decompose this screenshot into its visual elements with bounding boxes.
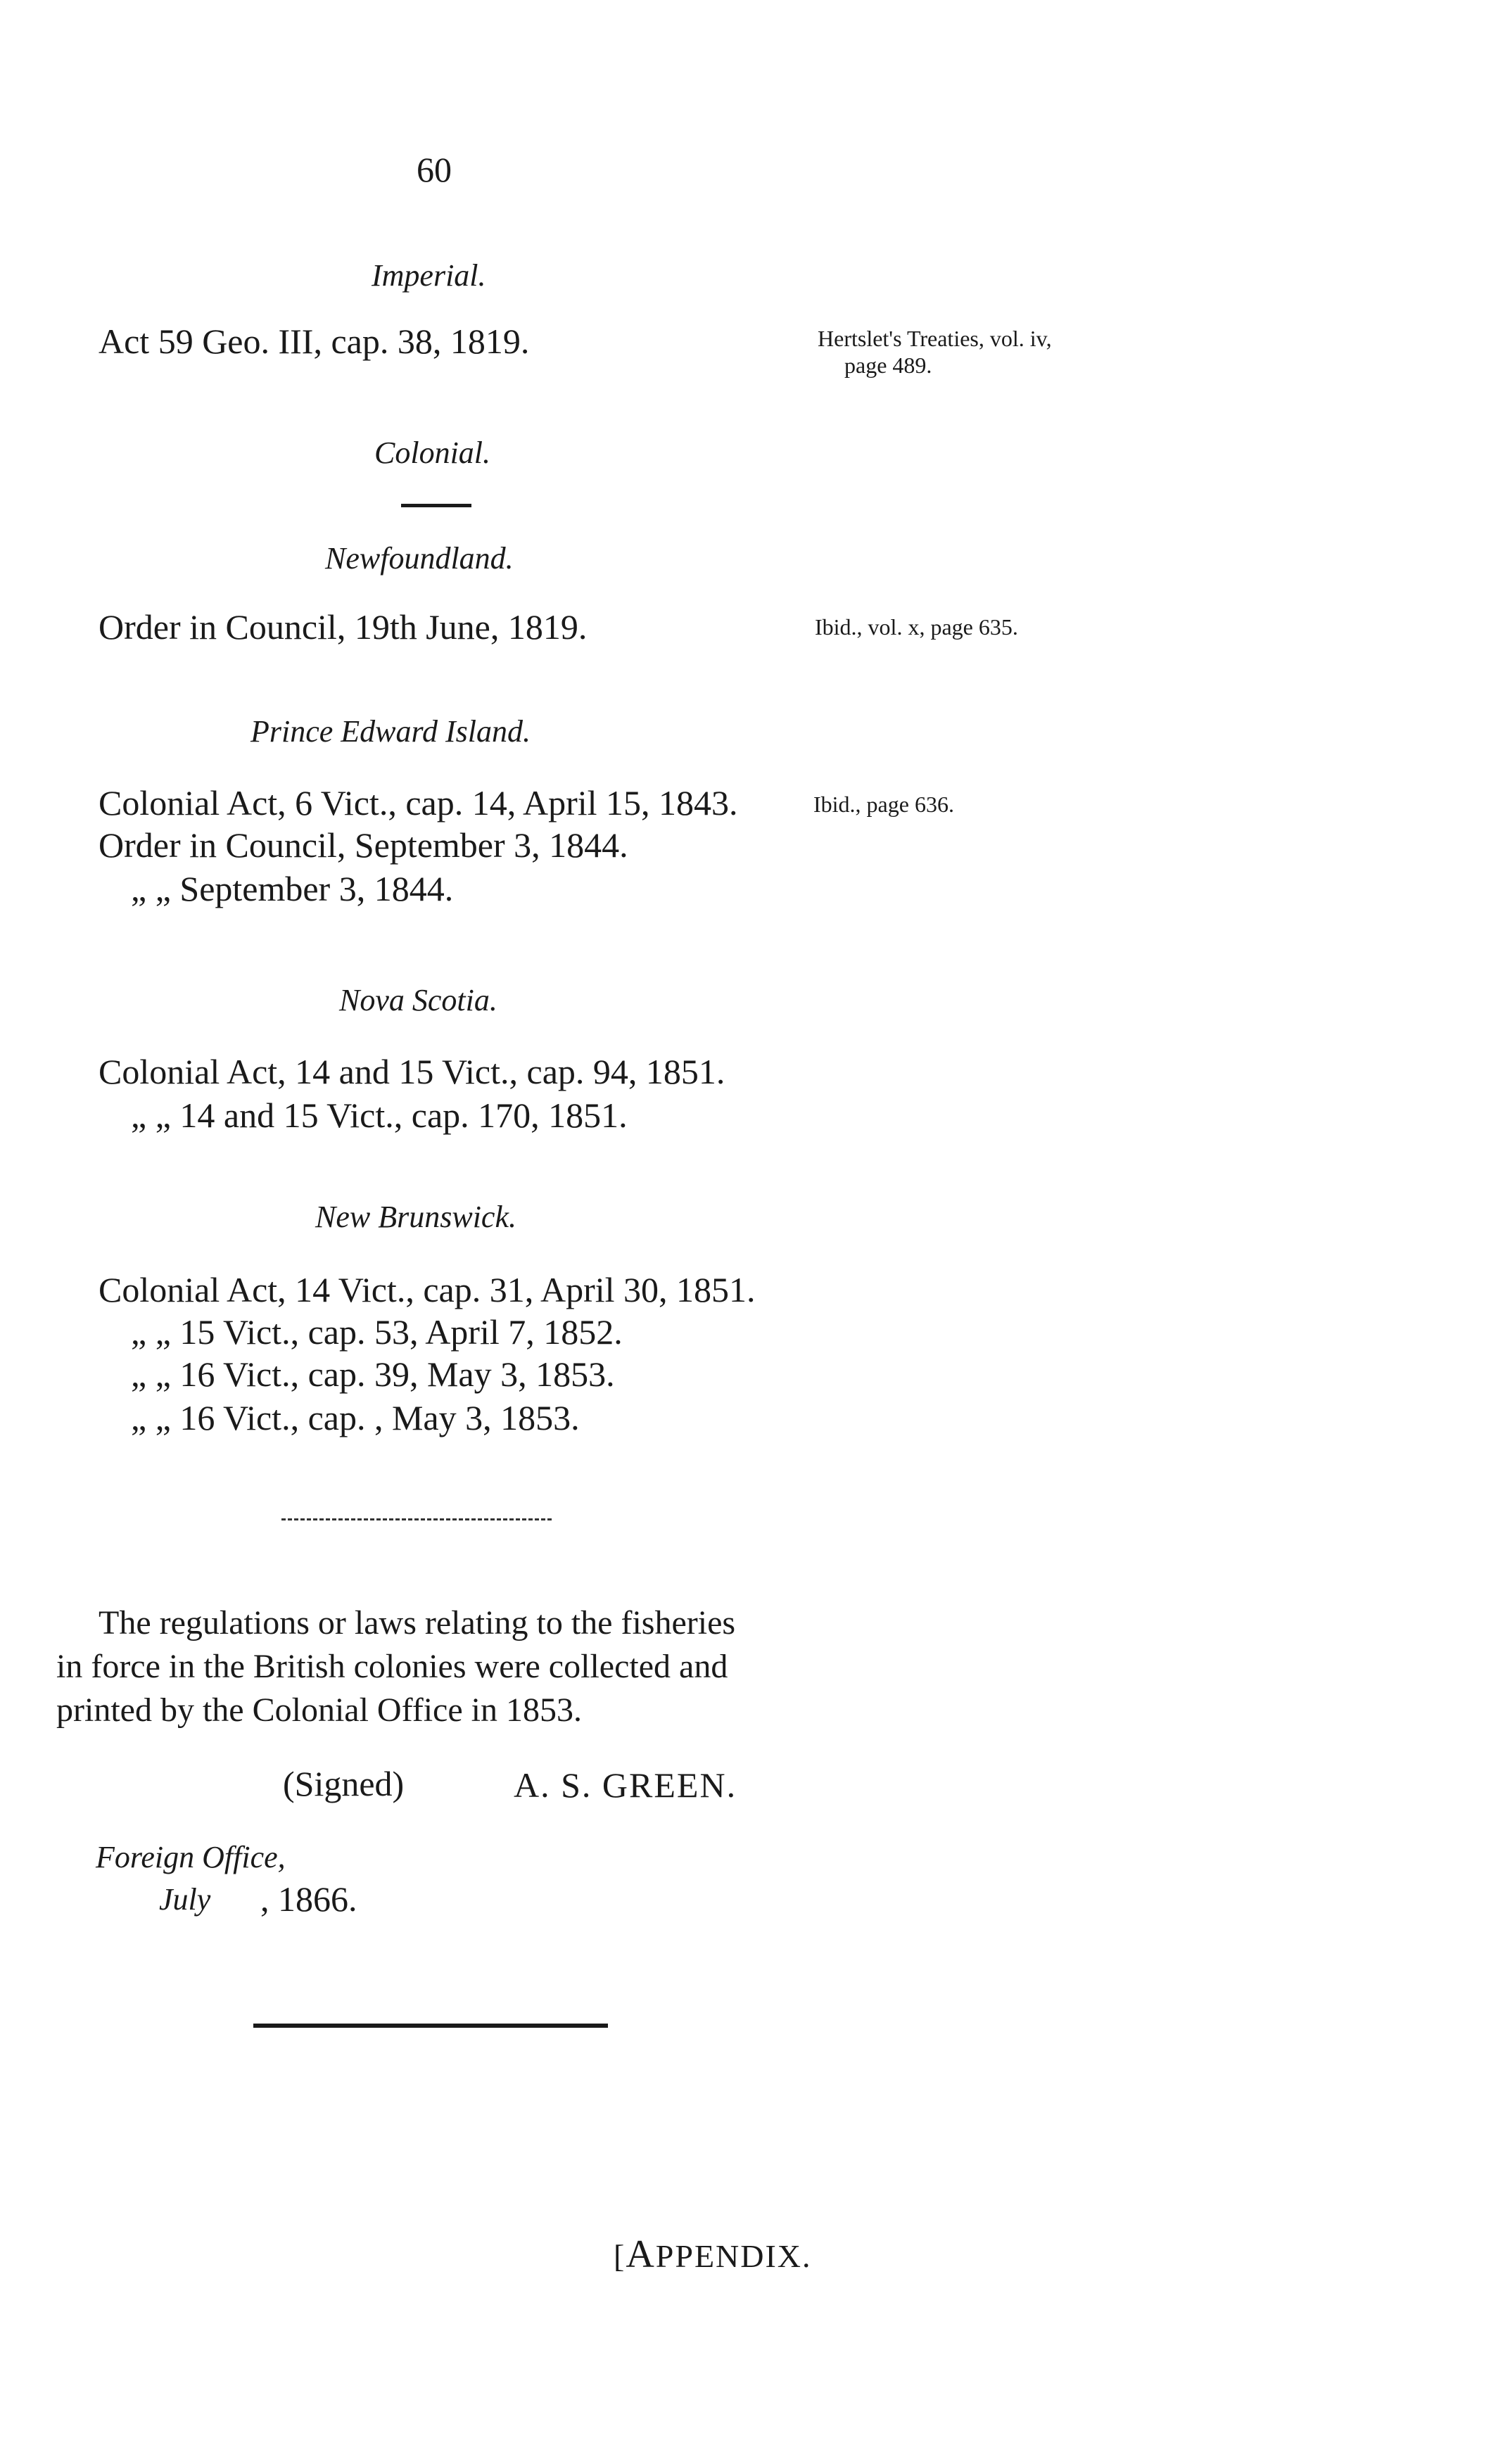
catchword-rest: PPENDIX. <box>655 2238 812 2274</box>
dashed-rule <box>281 1518 552 1520</box>
page-number: 60 <box>417 150 452 189</box>
heading-colonial: Colonial. <box>374 436 491 470</box>
imperial-act: Act 59 Geo. III, cap. 38, 1819. <box>99 322 530 361</box>
pei-ref: Ibid., page 636. <box>813 792 954 817</box>
new-brunswick-line-1: Colonial Act, 14 Vict., cap. 31, April 30, 1851. <box>99 1270 756 1309</box>
heading-newfoundland: Newfoundland. <box>325 541 514 576</box>
paragraph-line-2: in force in the British colonies were collected and <box>56 1648 728 1685</box>
date-year: , 1866. <box>260 1879 357 1919</box>
pei-line-3: „ „ September 3, 1844. <box>131 869 454 908</box>
pei-line-1: Colonial Act, 6 Vict., cap. 14, April 15, 1843. <box>99 783 738 823</box>
heading-prince-edward-island: Prince Edward Island. <box>250 714 531 749</box>
catchword-bracket: [ <box>614 2238 626 2274</box>
signatory-name: A. S. GREEN. <box>514 1765 737 1805</box>
foreign-office: Foreign Office, <box>96 1840 286 1874</box>
catchword <box>614 2232 812 2277</box>
nova-scotia-line-2: „ „ 14 and 15 Vict., cap. 170, 1851. <box>131 1096 628 1135</box>
paragraph-line-1: The regulations or laws relating to the fisheries <box>99 1604 736 1641</box>
nova-scotia-line-1: Colonial Act, 14 and 15 Vict., cap. 94, 1851. <box>99 1052 725 1091</box>
heading-nova-scotia: Nova Scotia. <box>339 983 497 1017</box>
imperial-ref-line2: page 489. <box>844 353 932 378</box>
newfoundland-ref: Ibid., vol. x, page 635. <box>815 614 1018 640</box>
closing-rule <box>253 2024 608 2028</box>
new-brunswick-line-4: „ „ 16 Vict., cap. , May 3, 1853. <box>131 1398 580 1437</box>
short-rule <box>401 504 471 507</box>
paragraph-line-3: printed by the Colonial Office in 1853. <box>56 1691 582 1729</box>
pei-line-2: Order in Council, September 3, 1844. <box>99 825 628 865</box>
heading-imperial: Imperial. <box>372 258 486 293</box>
new-brunswick-line-2: „ „ 15 Vict., cap. 53, April 7, 1852. <box>131 1312 623 1352</box>
date-month: July <box>159 1882 211 1917</box>
heading-new-brunswick: New Brunswick. <box>315 1200 516 1234</box>
catchword-initial: A <box>626 2233 656 2276</box>
imperial-ref-line1: Hertslet's Treaties, vol. iv, <box>818 326 1052 351</box>
newfoundland-order: Order in Council, 19th June, 1819. <box>99 607 588 647</box>
signed-label: (Signed) <box>283 1764 405 1803</box>
new-brunswick-line-3: „ „ 16 Vict., cap. 39, May 3, 1853. <box>131 1354 615 1394</box>
